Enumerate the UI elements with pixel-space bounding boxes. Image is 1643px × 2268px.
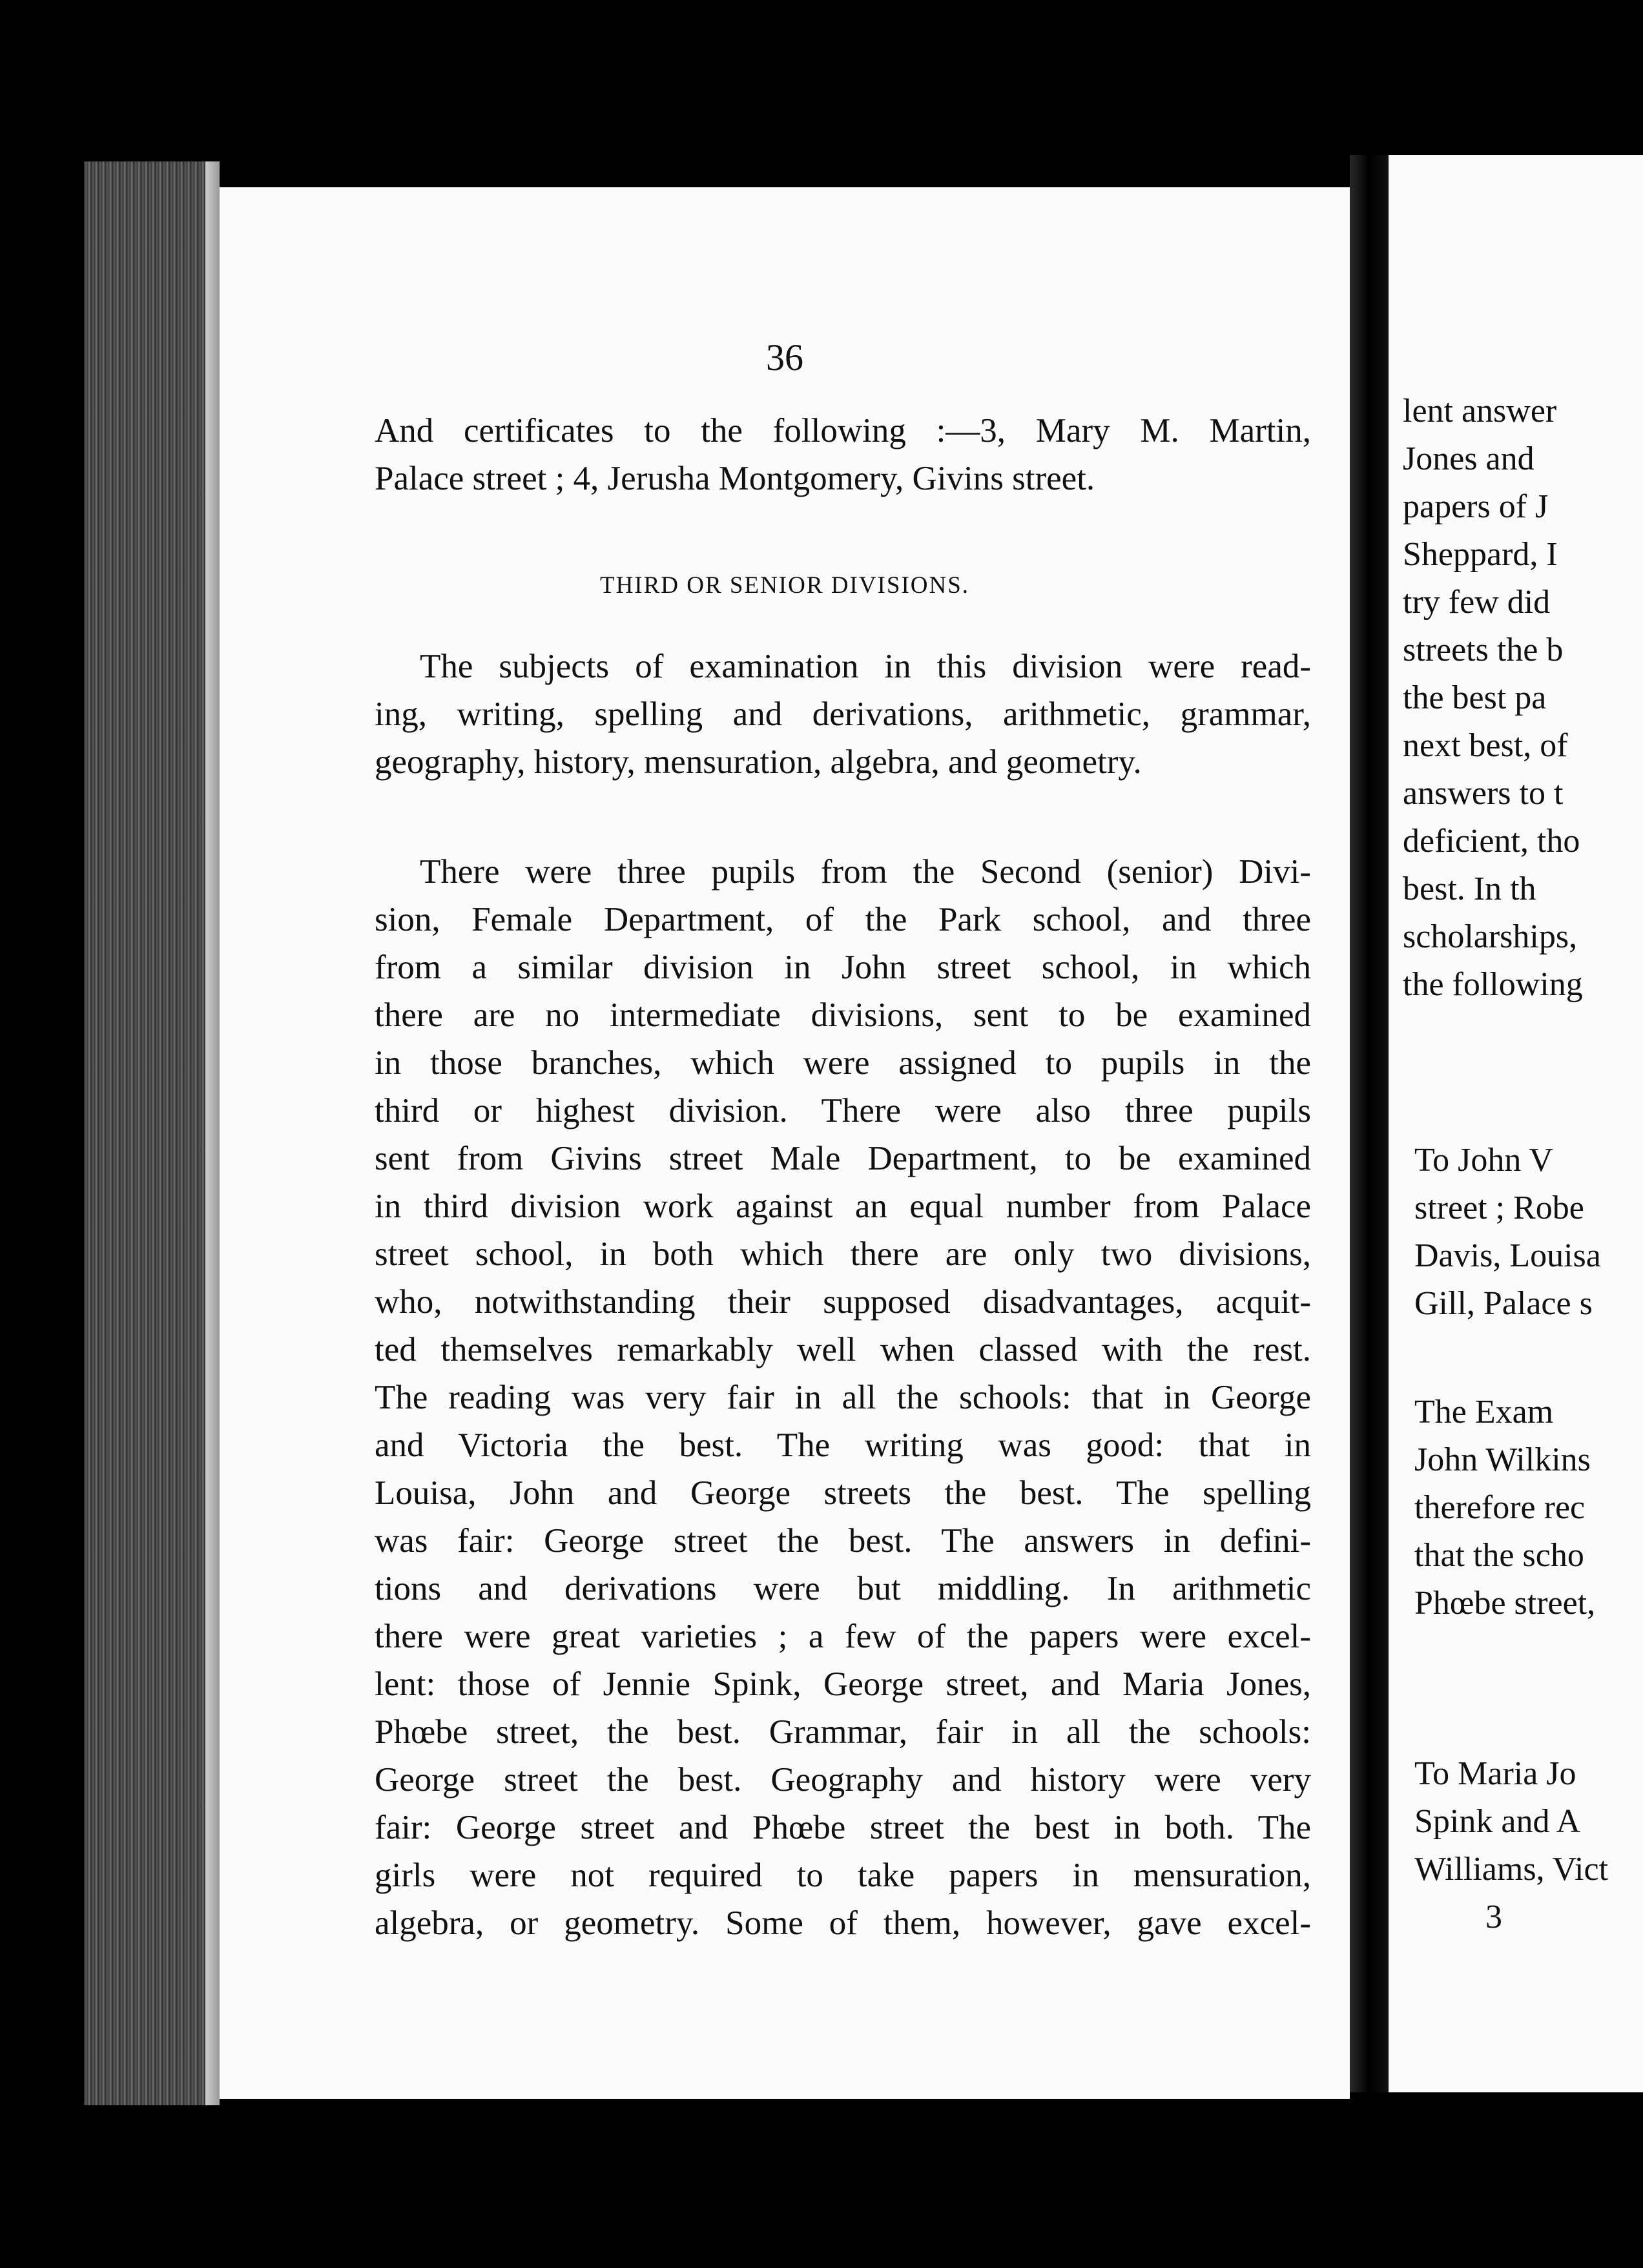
text-line: street ; Robe <box>1414 1190 1584 1226</box>
subjects-paragraph <box>375 643 1311 786</box>
text-line: ing, writing, spelling and derivations, arithmetic, grammar, <box>375 696 1311 733</box>
text-line: geography, history, mensuration, algebra, and geometry. <box>375 743 1142 781</box>
text-line: To John V <box>1414 1142 1553 1179</box>
text-line: Jones and <box>1403 440 1534 477</box>
book-gutter <box>1350 155 1389 2092</box>
text-line: And certificates to the following :—3, Mary M. Martin, <box>375 412 1311 449</box>
text-line: Davis, Louisa <box>1414 1237 1601 1274</box>
text-line: therefore rec <box>1414 1489 1586 1526</box>
text-line: To Maria Jo <box>1414 1755 1576 1792</box>
right-page-fragment <box>1389 155 1643 2092</box>
text-line: in those branches, which were assigned to pupils in the <box>375 1044 1311 1082</box>
text-line: there were great varieties ; a few of the papers were excel- <box>375 1618 1311 1655</box>
text-line: the following <box>1403 966 1583 1003</box>
signature-mark: 3 <box>1485 1899 1502 1935</box>
text-line: from a similar division in John street school, in which <box>375 949 1311 986</box>
text-line: Palace street ; 4, Jerusha Montgomery, Givins street. <box>375 460 1095 497</box>
text-line: Gill, Palace s <box>1414 1285 1593 1322</box>
text-line: street school, in both which there are only two divisions, <box>375 1235 1311 1273</box>
text-line: girls were not required to take papers in mensuration, <box>375 1857 1311 1894</box>
book-page-edges <box>84 161 220 2105</box>
text-line: Phœbe street, <box>1414 1585 1596 1622</box>
text-line: The subjects of examination in this division were read- <box>420 648 1311 685</box>
text-line: Phœbe street, the best. Grammar, fair in all the schools: <box>375 1713 1311 1751</box>
text-line: try few did <box>1403 584 1551 621</box>
text-line: in third division work against an equal number from Palace <box>375 1188 1311 1225</box>
text-line: fair: George street and Phœbe street the best in both. The <box>375 1809 1311 1846</box>
text-line: Williams, Vict <box>1414 1851 1609 1888</box>
text-line: There were three pupils from the Second (senior) Divi- <box>420 853 1311 891</box>
page-number: 36 <box>766 336 803 378</box>
text-line: ted themselves remarkably well when classed with the rest. <box>375 1331 1311 1368</box>
right-page-paragraph <box>1414 1388 1595 1627</box>
main-paragraph <box>375 848 1311 1947</box>
text-line: John Wilkins <box>1414 1441 1591 1478</box>
left-page <box>220 187 1350 2099</box>
text-line: lent answer <box>1403 393 1557 429</box>
text-line: that the scho <box>1414 1537 1584 1574</box>
text-line: deficient, tho <box>1403 823 1580 860</box>
text-line: scholarships, <box>1403 918 1578 955</box>
text-line: third or highest division. There were also three pupils <box>375 1092 1311 1129</box>
text-line: who, notwithstanding their supposed disadvantages, acquit- <box>375 1283 1311 1321</box>
text-line: Louisa, John and George streets the best. The spelling <box>375 1474 1311 1512</box>
certificates-paragraph <box>375 407 1311 502</box>
text-line: papers of J <box>1403 488 1549 525</box>
text-line: was fair: George street the best. The answers in defini- <box>375 1522 1311 1560</box>
text-line: answers to t <box>1403 775 1564 812</box>
text-line: The reading was very fair in all the schools: that in George <box>375 1379 1311 1416</box>
right-page-paragraph <box>1414 1750 1608 1941</box>
text-line: streets the b <box>1403 632 1564 668</box>
text-line: lent: those of Jennie Spink, George street, and Maria Jones, <box>375 1665 1311 1703</box>
text-line: there are no intermediate divisions, sent to be examined <box>375 996 1311 1034</box>
section-heading: THIRD OR SENIOR DIVISIONS. <box>599 572 970 599</box>
text-line: Sheppard, I <box>1403 536 1558 573</box>
right-page-paragraph <box>1414 1137 1601 1328</box>
text-line: sion, Female Department, of the Park school, and three <box>375 901 1311 938</box>
text-line: tions and derivations were but middling. In arithmetic <box>375 1570 1311 1607</box>
text-line: algebra, or geometry. Some of them, however, gave excel- <box>375 1904 1311 1942</box>
text-line: sent from Givins street Male Department, to be examined <box>375 1140 1311 1177</box>
text-line: and Victoria the best. The writing was good: that in <box>375 1427 1311 1464</box>
text-line: best. In th <box>1403 871 1536 907</box>
text-line: George street the best. Geography and history were very <box>375 1761 1311 1799</box>
text-line: The Exam <box>1414 1394 1554 1430</box>
right-page-paragraph <box>1403 387 1583 1009</box>
text-line: the best pa <box>1403 679 1547 716</box>
text-line: Spink and A <box>1414 1803 1581 1840</box>
text-line: next best, of <box>1403 727 1568 764</box>
